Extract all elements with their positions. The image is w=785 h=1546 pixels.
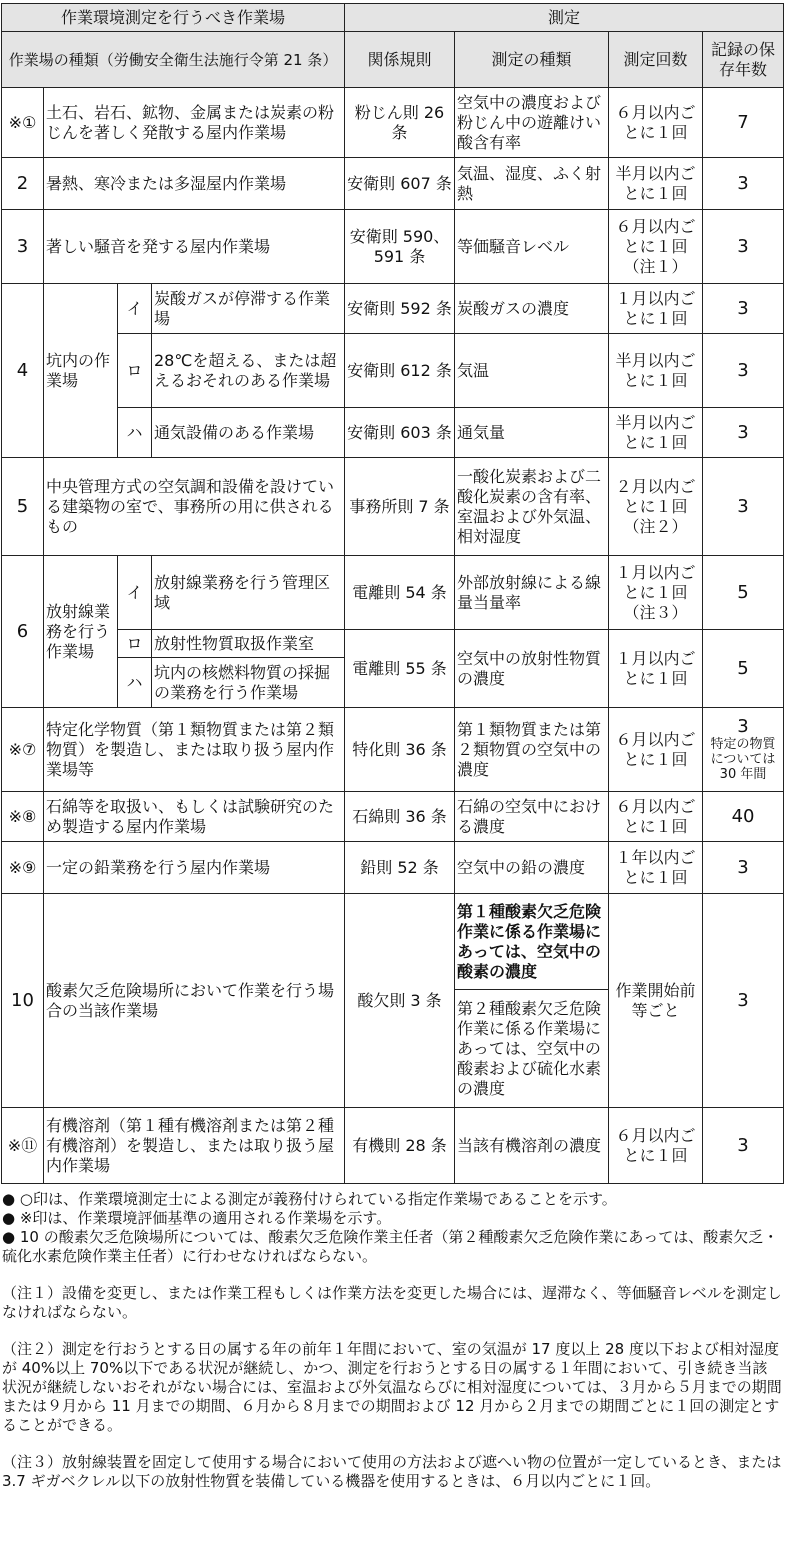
- footnote-1: （注１）設備を変更し、または作業工程もしくは作業方法を変更した場合には、遅滞なく、等価騒音レベルを測定しなければならない。: [2, 1284, 782, 1321]
- row-number: ※⑦: [2, 708, 44, 792]
- frequency-cell: ６月以内ごとに１回: [609, 88, 703, 158]
- workplace-cell: 通気設備のある作業場: [152, 408, 345, 458]
- rule-cell: 安衛則 607 条: [345, 158, 455, 210]
- years-cell: 40: [703, 792, 784, 842]
- frequency-cell: 半月以内ごとに１回: [609, 334, 703, 408]
- rule-cell: 鉛則 52 条: [345, 842, 455, 894]
- years-cell: 3: [703, 1108, 784, 1184]
- row-number: 10: [2, 894, 44, 1108]
- years-cell: 3: [703, 894, 784, 1108]
- row-number: 4: [2, 284, 44, 458]
- sub-label: ロ: [118, 630, 152, 658]
- frequency-cell: １月以内ごとに１回: [609, 630, 703, 708]
- rule-cell: 安衛則 603 条: [345, 408, 455, 458]
- years-cell: 5: [703, 630, 784, 708]
- kind-cell: 第２種酸素欠乏危険作業に係る作業場にあっては、空気中の酸素および硫化水素の濃度: [455, 990, 609, 1108]
- table-row: [2, 708, 784, 792]
- frequency-cell: １月以内ごとに１回（注３）: [609, 556, 703, 630]
- workplace-cell: 著しい騒音を発する屋内作業場: [44, 210, 345, 284]
- frequency-cell: 作業開始前等ごと: [609, 894, 703, 1108]
- legend-oxygen-deficiency: ● 10 の酸素欠乏危険場所については、酸素欠乏危険作業主任者（第２種酸素欠乏危険作業にあっては、酸素欠乏・硫化水素危険作業主任者）に行わせなければならない。: [2, 1228, 779, 1265]
- frequency-cell: ６月以内ごとに１回: [609, 708, 703, 792]
- workplace-cell: 中央管理方式の空気調和設備を設けている建築物の室で、事務所の用に供されるもの: [44, 458, 345, 556]
- kind-cell: 空気中の鉛の濃度: [455, 842, 609, 894]
- rule-cell: 石綿則 36 条: [345, 792, 455, 842]
- legend-asterisk-mark: ● ※印は、作業環境評価基準の適用される作業場を示す。: [2, 1209, 392, 1227]
- legend-circle-mark: ● ○印は、作業環境測定士による測定が義務付けられている指定作業場であることを示す。: [2, 1190, 617, 1208]
- years-cell: 3: [703, 284, 784, 334]
- kind-cell: 空気中の濃度および粉じん中の遊離けい酸含有率: [455, 88, 609, 158]
- frequency-cell: １年以内ごとに１回: [609, 842, 703, 894]
- rule-cell: 安衛則 612 条: [345, 334, 455, 408]
- table-row: [2, 894, 784, 990]
- workplace-cell: 暑熱、寒冷または多湿屋内作業場: [44, 158, 345, 210]
- table-row: [2, 630, 784, 658]
- header-related-rule: 関係規則: [345, 32, 455, 88]
- workplace-cell: 有機溶剤（第１種有機溶剤または第２種有機溶剤）を製造し、または取り扱う屋内作業場: [44, 1108, 345, 1184]
- workplace-cell: 土石、岩石、鉱物、金属または炭素の粉じんを著しく発散する屋内作業場: [44, 88, 345, 158]
- frequency-cell: ６月以内ごとに１回: [609, 1108, 703, 1184]
- kind-cell: 一酸化炭素および二酸化炭素の含有率、室温および外気温、相対湿度: [455, 458, 609, 556]
- years-note: 特定の物質については 30 年間: [710, 737, 776, 782]
- workplace-cell: 放射線業務を行う管理区域: [152, 556, 345, 630]
- row-number: 6: [2, 556, 44, 708]
- frequency-cell: 半月以内ごとに１回: [609, 158, 703, 210]
- years-cell: 3: [703, 458, 784, 556]
- header-workplace-group: 作業環境測定を行うべき作業場: [2, 4, 345, 32]
- table-row: [2, 210, 784, 284]
- frequency-cell: １月以内ごとに１回: [609, 284, 703, 334]
- years-cell: 3: [703, 158, 784, 210]
- measurement-table: [1, 3, 784, 1184]
- kind-cell: 気温: [455, 334, 609, 408]
- row-number: ※⑪: [2, 1108, 44, 1184]
- row-number: ※⑨: [2, 842, 44, 894]
- header-column-row: [2, 32, 784, 88]
- row-number: ※⑧: [2, 792, 44, 842]
- rule-cell: 有機則 28 条: [345, 1108, 455, 1184]
- workplace-group-cell: 放射線業務を行う作業場: [44, 556, 118, 708]
- kind-cell: 空気中の放射性物質の濃度: [455, 630, 609, 708]
- sub-label: ハ: [118, 408, 152, 458]
- header-retention-years: 記録の保存年数: [703, 32, 784, 88]
- sub-label: ロ: [118, 334, 152, 408]
- workplace-cell: 特定化学物質（第１類物質または第２類物質）を製造し、または取り扱う屋内作業場等: [44, 708, 345, 792]
- header-workplace-type: 作業場の種類（労働安全衛生法施行令第 21 条）: [2, 32, 345, 88]
- workplace-group-cell: 坑内の作業場: [44, 284, 118, 458]
- kind-cell: 第１種酸素欠乏危険作業に係る作業場にあっては、空気中の酸素の濃度: [455, 894, 609, 990]
- years-cell: 5: [703, 556, 784, 630]
- notes-section: [2, 1190, 782, 1491]
- row-number: 2: [2, 158, 44, 210]
- years-value: 3: [737, 716, 749, 737]
- workplace-cell: 28℃を超える、または超えるおそれのある作業場: [152, 334, 345, 408]
- footnote-3: （注３）放射線装置を固定して使用する場合において使用の方法および遮へい物の位置が一定しているとき、または 3.7 ギガベクレル以下の放射性物質を装備している機器を使用するときは、６月以内ごとに１回。: [2, 1453, 782, 1490]
- years-cell-with-note: [703, 708, 784, 792]
- sub-label: イ: [118, 284, 152, 334]
- kind-cell: 外部放射線による線量当量率: [455, 556, 609, 630]
- kind-cell: 石綿の空気中における濃度: [455, 792, 609, 842]
- frequency-cell: ６月以内ごとに１回（注１）: [609, 210, 703, 284]
- years-cell: 3: [703, 334, 784, 408]
- rule-cell: 特化則 36 条: [345, 708, 455, 792]
- workplace-cell: 一定の鉛業務を行う屋内作業場: [44, 842, 345, 894]
- row-number: 5: [2, 458, 44, 556]
- table-row: [2, 792, 784, 842]
- kind-cell: 通気量: [455, 408, 609, 458]
- rule-cell: 電離則 54 条: [345, 556, 455, 630]
- rule-cell: 安衛則 592 条: [345, 284, 455, 334]
- kind-cell: 炭酸ガスの濃度: [455, 284, 609, 334]
- years-cell: 3: [703, 210, 784, 284]
- header-measurement-group: 測定: [345, 4, 784, 32]
- table-row: [2, 842, 784, 894]
- footnote-2: （注２）測定を行おうとする日の属する年の前年１年間において、室の気温が 17 度以上 28 度以下および相対湿度が 40%以上 70%以下である状況が継続し、かつ、測定を行おうとする日の属する１年間において、引き続き当該状況が継続しないおそれがない場合には、室温および外気温ならびに相対湿度については、３月から５月までの期間または９月から 11 月までの期間、６月から８月までの期間および 12 月から２月までの期間ごとに１回の測定とすることができる。: [2, 1340, 782, 1434]
- kind-cell: 当該有機溶剤の濃度: [455, 1108, 609, 1184]
- kind-cell: 気温、湿度、ふく射熱: [455, 158, 609, 210]
- rule-cell: 粉じん則 26 条: [345, 88, 455, 158]
- row-number: 3: [2, 210, 44, 284]
- header-group-row: [2, 4, 784, 32]
- frequency-cell: ２月以内ごとに１回（注２）: [609, 458, 703, 556]
- table-row: [2, 88, 784, 158]
- workplace-cell: 酸素欠乏危険場所において作業を行う場合の当該作業場: [44, 894, 345, 1108]
- years-cell: 7: [703, 88, 784, 158]
- header-measurement-kind: 測定の種類: [455, 32, 609, 88]
- rule-cell: 安衛則 590、591 条: [345, 210, 455, 284]
- workplace-cell: 坑内の核燃料物質の採掘の業務を行う作業場: [152, 658, 345, 708]
- frequency-cell: ６月以内ごとに１回: [609, 792, 703, 842]
- kind-cell: 等価騒音レベル: [455, 210, 609, 284]
- table-row: [2, 1108, 784, 1184]
- table-row: [2, 408, 784, 458]
- years-cell: 3: [703, 842, 784, 894]
- sub-label: イ: [118, 556, 152, 630]
- sub-label: ハ: [118, 658, 152, 708]
- table-row: [2, 458, 784, 556]
- rule-cell: 事務所則 7 条: [345, 458, 455, 556]
- table-row: [2, 334, 784, 408]
- rule-cell: 酸欠則 3 条: [345, 894, 455, 1108]
- workplace-cell: 炭酸ガスが停滞する作業場: [152, 284, 345, 334]
- table-row: [2, 556, 784, 630]
- workplace-cell: 石綿等を取扱い、もしくは試験研究のため製造する屋内作業場: [44, 792, 345, 842]
- kind-cell: 第１類物質または第２類物質の空気中の濃度: [455, 708, 609, 792]
- years-cell: 3: [703, 408, 784, 458]
- table-row: [2, 158, 784, 210]
- workplace-cell: 放射性物質取扱作業室: [152, 630, 345, 658]
- rule-cell: 電離則 55 条: [345, 630, 455, 708]
- row-number: ※①: [2, 88, 44, 158]
- header-frequency: 測定回数: [609, 32, 703, 88]
- frequency-cell: 半月以内ごとに１回: [609, 408, 703, 458]
- table-row: [2, 284, 784, 334]
